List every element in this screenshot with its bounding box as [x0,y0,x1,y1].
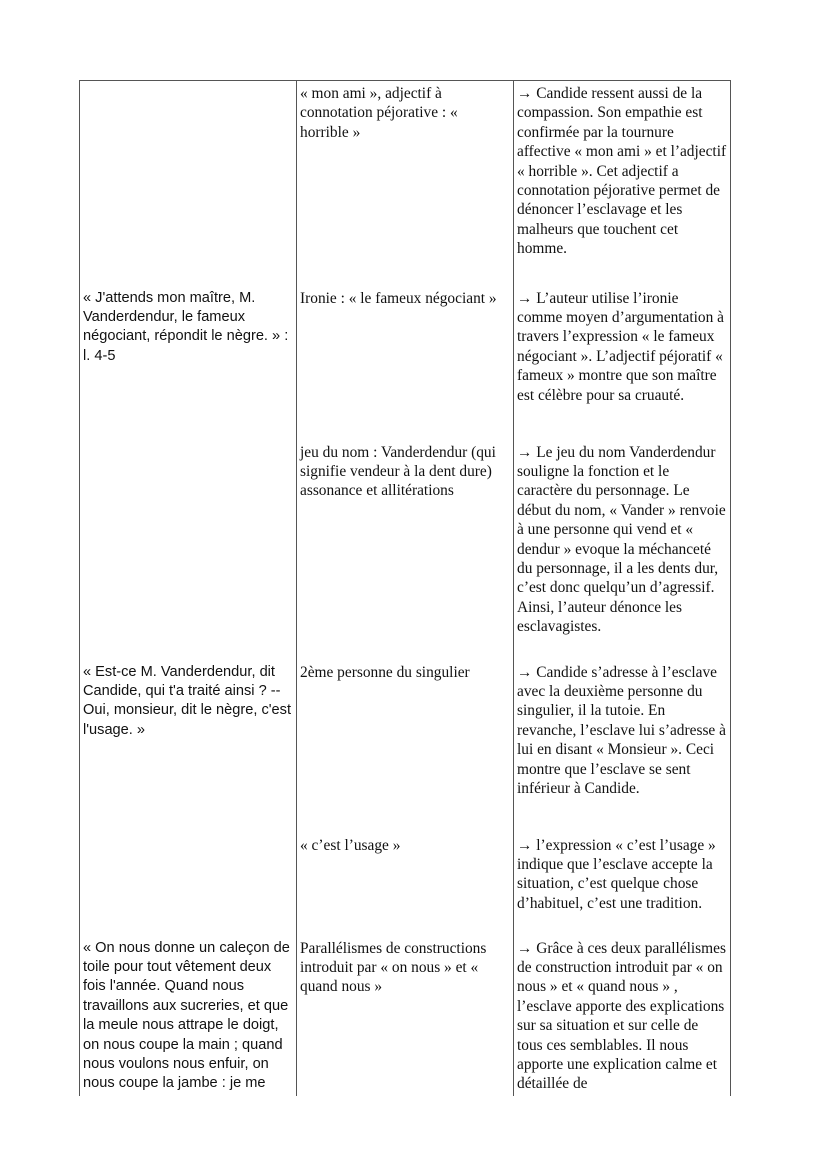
procede-cell: Parallélismes de constructions introduit par « on nous » et « quand nous » [297,936,514,1096]
quote-cell [80,81,297,286]
table-row [80,936,731,1096]
table-row [80,660,731,833]
procede-cell: « mon ami », adjectif à connotation péjorative : « horrible » [297,81,514,286]
interpretation-cell: → Le jeu du nom Vanderdendur souligne la fonction et le caractère du personnage. Le début du nom, « Vander » renvoie à une personne qui vend et « dendur » evoque la méchanceté du personnage, il a les dents dur, c’est donc quelqu’un d’agressif. Ainsi, l’auteur dénonce les esclavagistes. [514,440,731,660]
table-row [80,440,731,660]
procede-cell: Ironie : « le fameux négociant » [297,286,514,440]
quote-cell: « On nous donne un caleçon de toile pour tout vêtement deux fois l'année. Quand nous travaillons aux sucreries, et que la meule nous attrape le doigt, on nous coupe la main ; quand nous voulons nous enfuir, on nous coupe la jambe : je me [80,936,297,1096]
procede-cell: 2ème personne du singulier [297,660,514,833]
interpretation-cell: → Grâce à ces deux parallélismes de construction introduit par « on nous » et « quand nous » , l’esclave apporte des explications sur sa situation et sur celle de tous ces semblables. Il nous apporte une explication calme et détaillée de [514,936,731,1096]
interpretation-cell: → l’expression « c’est l’usage » indique que l’esclave accepte la situation, c’est quelque chose d’habituel, c’est une tradition. [514,833,731,936]
quote-cell [80,440,297,660]
interpretation-cell: → Candide s’adresse à l’esclave avec la deuxième personne du singulier, il la tutoie. En revanche, l’esclave lui s’adresse à lui en disant « Monsieur ». Ceci montre que l’esclave se sent inférieur à Candide. [514,660,731,833]
table-row [80,833,731,936]
quote-cell [80,833,297,936]
interpretation-cell: → Candide ressent aussi de la compassion. Son empathie est confirmée par la tournure affective « mon ami » et l’adjectif « horrible ». Cet adjectif a connotation péjorative permet de dénoncer l’esclavage et les malheurs que touchent cet homme. [514,81,731,286]
table-row [80,286,731,440]
table-row [80,81,731,286]
procede-cell: « c’est l’usage » [297,833,514,936]
procede-cell: jeu du nom : Vanderdendur (qui signifie vendeur à la dent dure) assonance et allitérations [297,440,514,660]
analysis-table [79,80,731,1096]
quote-cell: « Est-ce M. Vanderdendur, dit Candide, qui t'a traité ainsi ? -- Oui, monsieur, dit le nègre, c'est l'usage. » [80,660,297,833]
quote-cell: « J'attends mon maître, M. Vanderdendur, le fameux négociant, répondit le nègre. » : l. 4-5 [80,286,297,440]
interpretation-cell: → L’auteur utilise l’ironie comme moyen d’argumentation à travers l’expression « le fameux négociant ». L’adjectif péjoratif « fameux » montre que son maître est célèbre pour sa cruauté. [514,286,731,440]
